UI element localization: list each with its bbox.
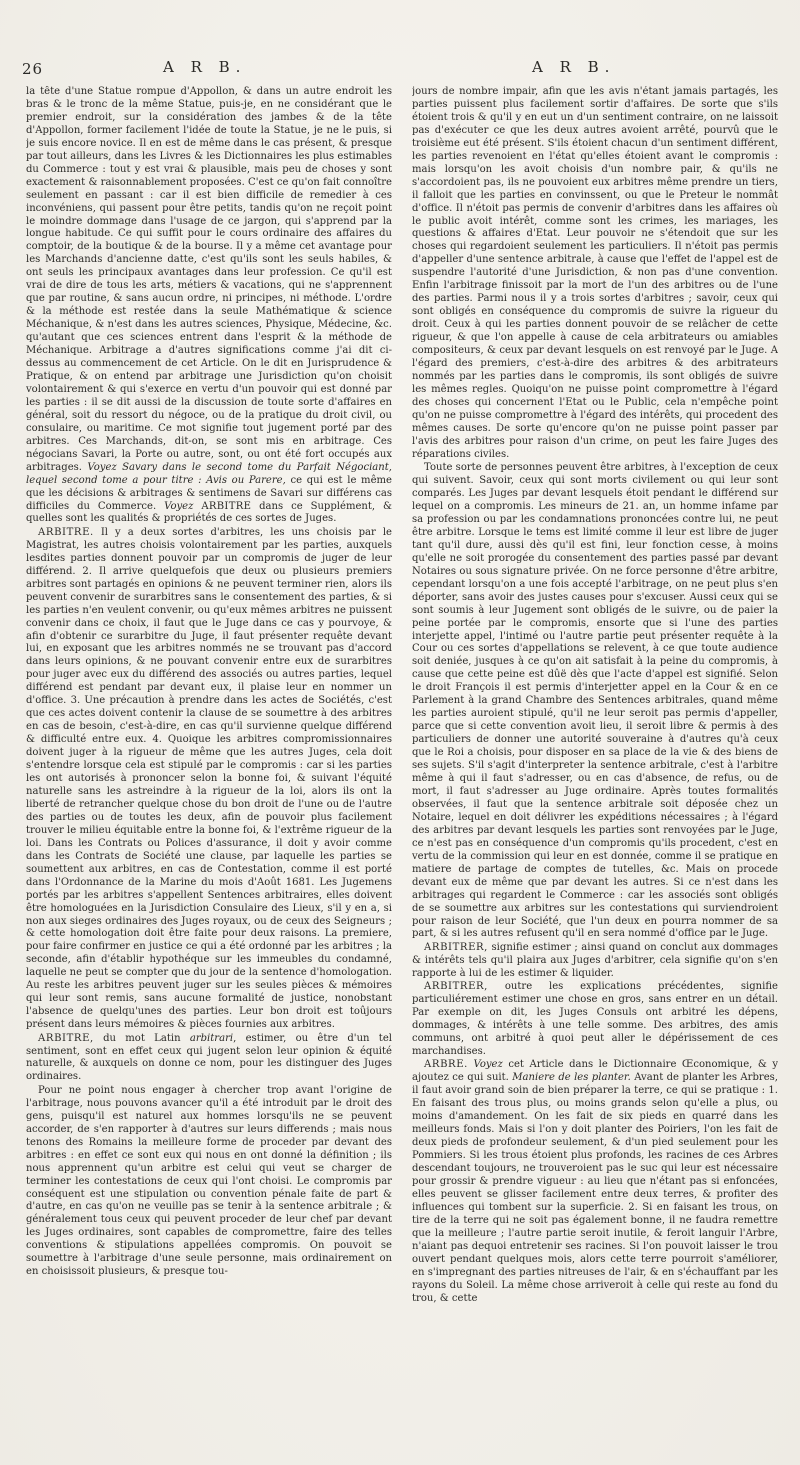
paragraph-text: Il y a deux sortes d'arbitres, les uns choisis par le Magistrat, les autres choisis volontairement par les parties, auxquels lesdites parties donnent pouvoir par un compromis de juger de leur différend. 2. Il arrive quelquefois que deux ou plusieurs premiers arbitres sont partagés en opinions & ne peuvent terminer rien, alors ils peuvent convenir de surarbitres sans le consentement des parties, & si les parties n'en veulent convenir, ou qu'eux mêmes arbitres ne puissent convenir dans ce choix, il faut que le Juge dans ce cas y pourvoye, & afin d'obtenir ce surarbitre du Juge, il faut présenter requête devant lui, en exposant que les arbitres nommés ne se trouvant pas d'accord dans leurs opinions, & ne pouvant convenir entre eux de surarbitres pour juger avec eux du différend des associés ou autres parties, lequel différend est pendant par devant eux, il plaise leur en nommer un d'office. 3. Une précaution à prendre dans les actes de Sociétés, c'est que ces actes doivent contenir la clause de se soumettre à des arbitres en cas de besoin, c'est-à-dire, en cas qu'il survienne quelque différend & difficulté entre eux. 4. Quoique les arbitres compromissionnaires doivent juger à la rigueur de même que les autres Juges, cela doit s'entendre lorsque cela est stipulé par le compromis : car si les parties les ont autorisés à prononcer selon la bonne foi, & suivant l'équité naturelle sans les astreindre à la rigueur de la loi, alors ils ont la liberté de retrancher quelque chose du bon droit de l'une ou de l'autre des parties ou de toutes les deux, afin de pouvoir plus facilement trouver le milieu équitable entre la bonne foi, & l'extrême rigueur de la loi. Dans les Contrats ou Polices d'assurance, il doit y avoir comme dans les Contrats de Société une clause, par laquelle les parties se soumettent aux arbitres, en cas de Contestation, comme il est porté dans l'Ordonnance de la Marine du mois d'Août 1681. Les Jugemens portés par les arbitres s'appellent Sentences arbitraires, elles doivent être homologuées en la Jurisdiction Consulaire des Lieux, s'il y en a, si non aux sieges ordinaires des Juges royaux, ou de ceux des Seigneurs ; & cette homologation doit être faite pour deux raisons. La premiere, pour faire confirmer en justice ce qui a été ordonné par les arbitres ; la seconde, afin d'établir hypothéque sur les immeubles du condamné, laquelle ne peut se compter que du jour de la sentence d'homologation. Au reste les arbitres peuvent juger sur les seules pièces & mémoires qui leur sont remis, sans aucune formalité de justice, nonobstant l'absence de quelqu'unes des parties. Leur bon droit est toûjours présent dans leurs mémoires & pièces fournies aux arbitres.	[26, 526, 392, 1031]
running-head-left: A R B.	[163, 58, 247, 76]
paragraph-text: la tête d'une Statue rompue d'Appollon, & dans un autre endroit les bras & le tronc de la même Statue, puis-je, en ne considérant que le premier endroit, sur la considération des jambes & de la tête d'Appollon, former facilement l'idée de toute la Statue, je ne le puis, si je suis encore novice. Il en est de même dans le cas présent, & presque par tout ailleurs, dans les Livres & les Dictionnaires les plus estimables du Commerce : tout y est vrai & plausible, mais peu de choses y sont exactement & raisonnablement proposées. C'est ce qu'on fait connoître seulement en passant : car il est bien difficile de remedier à ces inconvéniens, qui passent pour être petits, tandis qu'on ne reçoit point le moindre dommage dans l'usage de ce jargon, qui s'apprend par la longue habitude. Ce qui suffit pour le cours ordinaire des affaires du comptoir, de la boutique & de la bourse. Il y a même cet avantage pour les Marchands d'ancienne datte, c'est qu'ils sont les seuls habiles, & ont seuls les principaux avantages dans leur profession. Ce qu'il est vrai de dire de tous les arts, métiers & vacations, qui ne s'apprennent que par routine, & sans aucun ordre, ni principes, ni méthode. L'ordre & la méthode est restée dans la seule Mathématique & science Méchanique, & n'est dans les autres sciences, Physique, Médecine, &c. qu'autant que ces sciences entrent dans l'esprit & la méthode de Méchanique. Arbitrage a d'autres significations comme j'ai dit ci-dessus au commencement de cet Article. On le dit en Jurisprudence & Pratique, & on entend par arbitrage une Jurisdiction qu'on choisit volontairement & qui s'exerce en vertu d'un pouvoir qui est donné par les parties : il se dit aussi de la discussion de toute sorte d'affaires en général, soit du ressort du négoce, ou de la pratique du droit civil, ou consulaire, ou maritime. Ce mot signifie tout jugement porté par des arbitres. Ces Marchands, dit-on, se sont mis en arbitrage. Ces négocians Savari, la Porte ou autre, sont, ou ont été fort occupés aux arbitrages.	[26, 86, 392, 473]
left-column	[26, 86, 392, 1356]
paragraph-arbitres-continued	[412, 86, 778, 462]
paragraph-text: signifie estimer ; ainsi quand on conclut aux dommages & intérêts tels qu'il plaira aux Juges d'arbitrer, cela signifie qu'on s'en rapporte à lui de les estimer & liquider.	[412, 941, 778, 979]
paragraph-text: dans ce Supplément, & quelles sont les qualités & propriétés de ces sortes de Juges.	[26, 500, 392, 525]
entry-arbitre-etymology	[26, 1033, 392, 1085]
entry-heading: ARBITRER,	[424, 941, 488, 953]
entry-arbitrer-2	[412, 981, 778, 1059]
cross-reference-voyez: Voyez	[164, 500, 194, 512]
entry-arbre	[412, 1059, 778, 1305]
paragraph-text: outre les explications précédentes, signifie particuliérement estimer une chose en gros, sans entrer en un détail. Par exemple on dit, les Juges Consuls ont arbitré les dépens, dommages, & intérêts à une telle somme. Des arbitres, des amis communs, ont arbitré à quoi peut aller le dépérissement de ces marchandises.	[412, 981, 778, 1058]
text-columns	[26, 86, 778, 1356]
cross-reference-voyez: Voyez	[473, 1059, 503, 1071]
entry-arbitrer-1	[412, 942, 778, 981]
paragraph-text: Pour ne point nous engager à chercher trop avant l'origine de l'arbitrage, nous pouvons avancer qu'il a été introduit par le droit des gens, puisqu'il est naturel aux hommes lorsqu'ils ne se peuvent accorder, de s'en rapporter à d'autres sur leurs differends ; mais nous tenons des Romains la meilleure forme de proceder par devant des arbitres : en effet ce sont eux qui nous en ont donné la définition ; ils nous apprennent qu'un arbitre est celui qui veut se charger de terminer les contestations de ceux qui l'ont choisi. Le compromis par conséquent est une stipulation ou convention pénale faite de part & d'autre, en cas qu'on ne veuille pas se tenir à la sentence arbitrale ; & généralement tous ceux qui peuvent proceder de leur chef par devant les Juges ordinaires, sont capables de compromettre, faire des telles conventions & stipulations appellées compromis. On pouvoit se soumettre à l'arbitrage d'une seule personne, mais ordinairement on en choisissoit plusieurs, & presque tou-	[26, 1084, 392, 1278]
paragraph-arbitrage-origin	[26, 1085, 392, 1279]
latin-term: arbitrari	[189, 1032, 234, 1044]
entry-heading: ARBITRE,	[38, 1032, 94, 1044]
paragraph-text: jours de nombre impair, afin que les avis n'étant jamais partagés, les parties puissent plus facilement sortir d'affaires. De sorte que s'ils étoient trois & qu'il y en eut un d'un sentiment contraire, on ne laissoit pas d'exécuter ce que les deux autres avoient arrêté, pourvû que le troisième eut été présent. S'ils étoient chacun d'un sentiment différent, les parties revenoient en l'état qu'elles étoient avant le compromis : mais lorsqu'on les avoit choisis d'un nombre pair, & qu'ils ne s'accordoient pas, ils ne pouvoient eux arbitres même prendre un tiers, il falloit que les parties en convinssent, ou que le Preteur le nommât d'office. Il n'étoit pas permis de convenir d'arbitres dans les affaires où le public avoit intérêt, comme sont les crimes, les mariages, les questions & affaires d'Etat. Leur pouvoir ne s'étendoit que sur les choses qui regardoient seulement les particuliers. Il n'étoit pas permis d'appeller d'une sentence arbitrale, à cause que l'effet de l'appel est de suspendre l'autorité d'une Jurisdiction, & non pas d'une convention. Enfin l'arbitrage finissoit par la mort de l'un des arbitres ou de l'une des parties. Parmi nous il y a trois sortes d'arbitres ; savoir, ceux qui sont obligés en conséquence du compromis de suivre la rigueur du droit. Ceux à qui les parties donnent pouvoir de se relâcher de cette rigueur, & que l'on appelle à cause de cela arbitrateurs ou amiables compositeurs, & ceux par devant lesquels on est renvoyé par le Juge. A l'égard des premiers, c'est-à-dire des arbitres & des arbitrateurs nommés par les parties dans le compromis, ils sont obligés de suivre les mêmes regles. Quoiqu'on ne puisse point compromettre à l'égard des choses qui concernent l'Etat ou le Public, cela n'empêche point qu'on ne puisse compromettre à l'égard des intérêts, qui procedent des mêmes causes. De sorte qu'encore qu'on ne puisse point passer par l'avis des arbitres pour raison d'un crime, on peut les faire Juges des réparations civiles.	[412, 86, 778, 460]
entry-arbitre-sorts	[26, 527, 392, 1032]
cross-reference-term: ARBITRE	[201, 500, 252, 512]
page-number: 26	[22, 60, 44, 78]
running-head-right: A R B.	[532, 58, 616, 76]
paragraph-text: du mot Latin	[103, 1032, 181, 1044]
paragraph-arbitrage-continued	[26, 86, 392, 526]
entry-heading: ARBITRER,	[424, 981, 488, 993]
entry-heading: ARBRE.	[424, 1059, 468, 1071]
paragraph-who-can-be-arbitre	[412, 462, 778, 941]
paragraph-text: , estimer, ou être d'un tel sentiment, sont en effet ceux qui jugent selon leur opinion & équité naturelle, & auxquels on donne ce nom, pour les distinguer des Juges ordinaires.	[26, 1032, 392, 1083]
subsection-title: Maniere de les planter.	[512, 1072, 631, 1084]
page-header	[0, 58, 800, 82]
savary-reference: Voyez Savary dans le second tome du Parfait Négociant, lequel second tome a pour titre : Avis ou Parere,	[26, 461, 392, 486]
right-column	[412, 86, 778, 1356]
entry-heading: ARBITRE.	[38, 526, 94, 538]
paragraph-text: Avant de planter les Arbres, il faut avoir grand soin de bien préparer la terre, ce qui se pratique : 1. En faisant des trous plus, ou moins grands selon qu'elle a plus, ou moins d'amandement. On les fait de six pieds en quarré dans les meilleurs fonds. Mais si l'on y doit planter des Poiriers, l'on les fait de deux pieds de profondeur seulement, & d'un pied seulement pour les Pommiers. Si les trous étoient plus profonds, les racines de ces Arbres descendant toujours, ne trouveroient pas le suc qui leur est nécessaire pour grossir & prendre vigueur : au lieu que n'étant pas si enfoncées, elles peuvent se glisser facilement entre deux terres, & profiter des influences qui tombent sur la superficie. 2. Si en faisant les trous, on tire de la terre qui ne soit pas également bonne, il ne faudra remettre que la meilleure ; l'autre partie seroit inutile, & feroit languir l'Arbre, n'aiant pas dequoi entretenir ses racines. Si l'on pouvoit laisser le trou ouvert pendant quelques mois, alors cette terre pourroit s'améliorer, en s'impregnant des parties nitreuses de l'air, & en s'échauffant par les rayons du Soleil. La même chose arriveroit à celle qui reste au fond du trou, & cette	[412, 1072, 778, 1304]
paragraph-text: cet Article dans le Dictionnaire Œconomique, & y ajoutez ce qui suit.	[412, 1059, 778, 1084]
paragraph-text: Toute sorte de personnes peuvent être arbitres, à l'exception de ceux qui suivent. Savoir, ceux qui sont morts civilement ou qui leur sont comparés. Les Juges par devant lesquels étoit pendant le différend sur lequel on a compromis. Les mineurs de 21. an, un homme infame par sa profession ou par les condamnations prononcées contre lui, ne peut être arbitre. Lorsque le tems est limité comme il leur est libre de juger tant qu'il dure, aussi dès qu'il est fini, leur fonction cesse, à moins qu'elle ne soit prorogée du consentement des parties passé par devant Notaires ou sous signature privée. On ne force personne d'être arbitre, cependant lorsqu'on a une fois accepté l'arbitrage, on ne peut plus s'en déporter, sans avoir des justes causes pour s'excuser. Aussi ceux qui se sont soumis à leur Jugement sont obligés de le suivre, ou de paier la peine portée par le compromis, ensorte que si l'une des parties interjette appel, l'intimé ou l'autre partie peut présenter requête à la Cour ou ces sortes d'appellations se relevent, à ce que toute audience soit deniée, jusques à ce qu'on ait satisfait à la peine du compromis, à cause que cette peine est dûë dès que l'acte d'appel est signifié. Selon le droit François il est permis d'interjetter appel en la Cour & en ce Parlement à la grand Chambre des Sentences arbitrales, quand même les parties auroient stipulé, qu'il ne leur seroit pas permis d'appeller, parce que si cette convention avoit lieu, il seroit libre & permis à des particuliers de donner une autorité souveraine à d'autres qu'à ceux que le Roi a choisis, pour disposer en sa place de la vie & des biens de ses sujets. S'il s'agit d'interpreter la sentence arbitrale, c'est à l'arbitre même à qui il faut s'adresser, ou en cas d'absence, de refus, ou de mort, il faut s'adresser au Juge ordinaire. Après toutes formalités observées, il faut que la sentence arbitrale soit déposée chez un Notaire, lequel en doit délivrer les expéditions nécessaires ; à l'égard des arbitres par devant lesquels les parties sont renvoyées par le Juge, ce n'est pas en conséquence d'un compromis qu'ils procedent, c'est en vertu de la commission qui leur en est donnée, comme il se pratique en matiere de partage de comptes de tutelles, &c. Mais on procede devant eux de même que par devant les autres. Si ce n'est dans les arbitrages qui regardent le Commerce : car les associés sont obligés de se soumettre aux arbitres sur les contestations qui surviendroient pour raison de leur Société, que l'un deux en pourra nommer de sa part, & si les autres refusent qu'il en sera nommé d'office par le Juge.	[412, 462, 778, 940]
paragraph-text: ce qui est le même que les décisions & arbitrages & sentimens de Savari sur différens cas difficiles du Commerce.	[26, 474, 392, 512]
